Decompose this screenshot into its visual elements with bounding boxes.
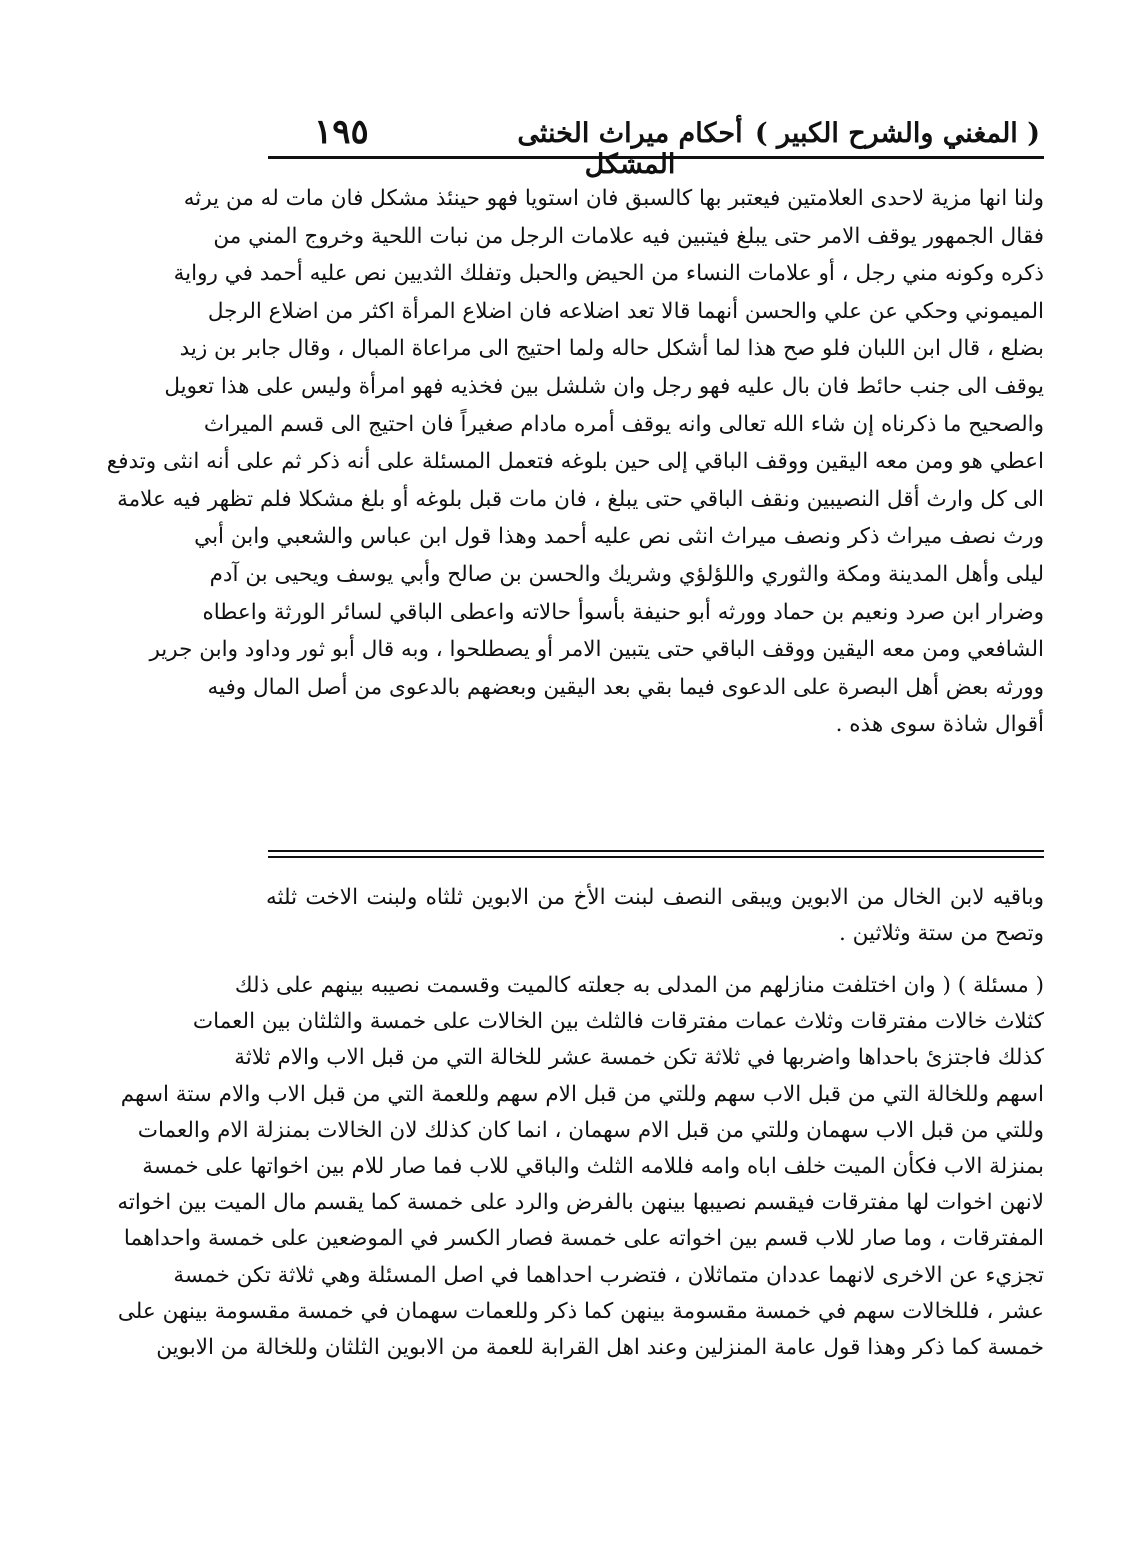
running-header xyxy=(268,112,1044,180)
main-line: ولنا انها مزية لاحدى العلامتين فيعتبر بها كالسبق فان استويا فهو حينئذ مشكل فان مات له من يرثه xyxy=(183,186,1044,211)
main-line: وورثه بعض أهل البصرة على الدعوى فيما بقي بعد اليقين وبعضهم بالدعوى من أصل المال وفيه xyxy=(207,674,1044,700)
chapter-title: أحكام ميراث الخنثى المشكل xyxy=(517,118,743,180)
footnote-intro xyxy=(266,880,1044,952)
main-line: الى كل وارث أقل النصيبين ونقف الباقي حتى يبلغ ، فان مات قبل بلوغه أو بلغ مشكلا فلم تظهر فيه علامة xyxy=(117,486,1044,512)
main-line: الميموني وحكي عن علي والحسن أنهما قالا تعد اضلاعه فان اضلاع المرأة اكثر من اضلاع الرجل xyxy=(207,298,1044,324)
footnote-line: المفترقات ، وما صار للاب قسم بين اخواته على خمسة فصار الكسر في الموضعين على خمسة واحداهما xyxy=(123,1226,1044,1252)
footnote-line: وللتي من قبل الاب سهمان وللتي من قبل الام سهمان ، انما كان كذلك لان الخالات بمنزلة الام والعمات xyxy=(137,1117,1044,1143)
main-line: ذكره وكونه مني رجل ، أو علامات النساء من الحيض والحبل وتفلك الثديين نص عليه أحمد في رواية xyxy=(173,261,1044,287)
footnote-line: وباقيه لابن الخال من الابوين ويبقى النصف لبنت الأخ من الابوين ثلثاه ولبنت الاخت ثلثه xyxy=(266,885,1044,910)
book-title: ( المغني والشرح الكبير ) xyxy=(754,118,1040,149)
main-line: وضرار ابن صرد ونعيم بن حماد وورثه أبو حنيفة بأسوأ حالاته واعطى الباقي لسائر الورثة واعطاه xyxy=(202,599,1044,625)
footnote-line: لانهن اخوات لها مفترقات فيقسم نصيبها بينهن بالفرض والرد على خمسة كما يقسم مال الميت بين اخواته xyxy=(117,1190,1044,1216)
main-line: اعطي هو ومن معه اليقين ووقف الباقي إلى حين بلوغه فتعمل المسئلة على أنه ذكر ثم على أنه انثى وتدفع xyxy=(106,449,1044,475)
main-line: ليلى وأهل المدينة ومكة والثوري واللؤلؤي وشريك والحسن بن صالح وأبي يوسف ويحيى بن آدم xyxy=(209,561,1044,587)
main-line: ورث نصف ميراث ذكر ونصف ميراث انثى نص عليه أحمد وهذا قول ابن عباس والشعبي وابن أبي xyxy=(194,524,1044,550)
footnote-line: وتصح من ستة وثلاثين . xyxy=(838,921,1044,946)
main-line: بضلع ، قال ابن اللبان فلو صح هذا لما أشكل حاله ولما احتيج الى مراعاة المبال ، وقال جابر بن زيد xyxy=(179,336,1044,362)
main-text xyxy=(106,180,1044,744)
footnote-line: تجزيء عن الاخرى لانهما عددان متماثلان ، فتضرب احداهما في اصل المسئلة وهي ثلاثة تكن خمسة xyxy=(173,1262,1044,1288)
main-line: والصحيح ما ذكرناه إن شاء الله تعالى وانه يوقف أمره مادام صغيراً فان احتيج الى قسم الميراث xyxy=(203,411,1044,437)
footnote-line: عشر ، فللخالات سهم في خمسة مقسومة بينهن كما ذكر وللعمات سهمان في خمسة مقسومة بينهن على xyxy=(117,1298,1044,1324)
footnote-line: بمنزلة الاب فكأن الميت خلف اباه وامه فللامه الثلث والباقي للاب فما صار للام بين اخواتها على خمسة xyxy=(142,1153,1044,1179)
footnote-masala xyxy=(117,968,1044,1366)
main-line: الشافعي ومن معه اليقين ووقف الباقي حتى يتبين الامر أو يصطلحوا ، وبه قال أبو ثور وداود وابن جرير xyxy=(149,637,1044,663)
footnote-line: ( مسئلة ) ( وان اختلفت منازلهم من المدلى به جعلته كالميت وقسمت نصيبه بينهم على ذلك xyxy=(234,973,1044,998)
footnote-line: كثلاث خالات مفترقات وثلاث عمات مفترقات فالثلث بين الخالات على خمسة والثلثان بين العمات xyxy=(192,1009,1044,1035)
footnote-line: خمسة كما ذكر وهذا قول عامة المنزلين وعند اهل القرابة للعمة من الابوين الثلثان وللخالة من الابوين xyxy=(156,1334,1044,1360)
page-number: ١٩٥ xyxy=(314,112,369,152)
main-line: أقوال شاذة سوى هذه . xyxy=(835,712,1044,738)
main-line: فقال الجمهور يوقف الامر حتى يبلغ فيتبين فيه علامات الرجل من نبات اللحية وخروج المني من xyxy=(213,223,1044,249)
section-divider xyxy=(268,856,1044,858)
footnote-line: كذلك فاجتزئ باحداها واضربها في ثلاثة تكن خمسة عشر للخالة التي من قبل الاب والام ثلاثة xyxy=(234,1045,1044,1071)
header-rule xyxy=(268,156,1044,159)
main-line: يوقف الى جنب حائط فان بال عليه فهو رجل وان شلشل بين فخذيه فهو امرأة وليس على هذا تعويل xyxy=(164,373,1044,399)
footnote-line: اسهم وللخالة التي من قبل الاب سهم وللتي من قبل الام سهم وللعمة التي من قبل الاب والام ستة اسهم xyxy=(120,1081,1044,1107)
section-divider xyxy=(268,850,1044,852)
